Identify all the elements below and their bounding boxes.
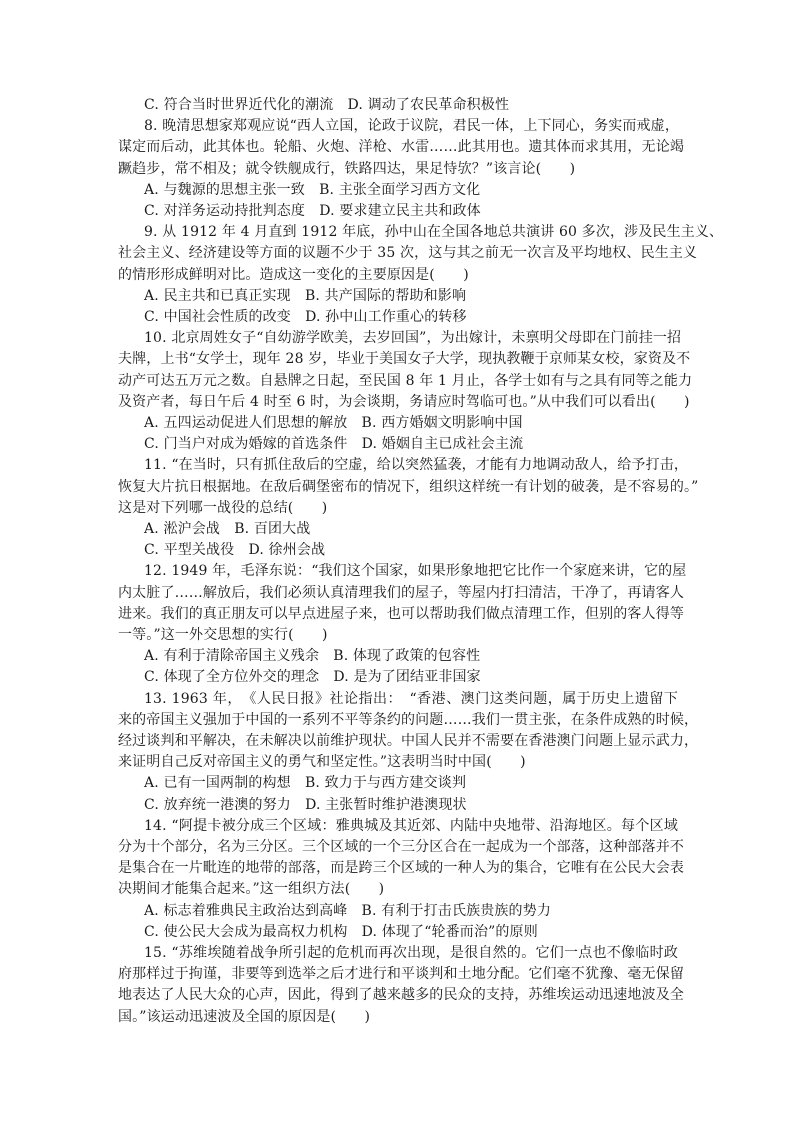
text-line: 来的帝国主义强加于中国的一系列不平等条约的问题……我们一贯主张，在条件成熟的时候，	[118, 712, 699, 728]
answer-options-line: C. 符合当时世界近代化的潮流 D. 调动了农民革命积极性	[144, 97, 510, 113]
text-line: 府那样过于拘谨，非要等到选举之后才进行和平谈判和土地分配。它们毫不犹豫、毫无保留	[118, 966, 684, 982]
text-line: 及资产者，每日午后 4 时至 6 时，为会谈期，务请应时驾临可也。”从中我们可以看出( )	[118, 394, 690, 410]
answer-options-line: A. 民主共和已真正实现 B. 共产国际的帮助和影响	[144, 288, 467, 304]
text-line: 这是对下列哪一战役的总结( )	[118, 500, 328, 516]
text-line: 来证明自己反对帝国主义的勇气和坚定性。”这表明当时中国( )	[118, 754, 526, 770]
text-line: 蹶趋步，常不相及；就令铁舰成行，铁路四达，果足恃欤？”该言论( )	[118, 161, 576, 177]
answer-options-line: A. 有利于清除帝国主义残余 B. 体现了政策的包容性	[144, 648, 481, 664]
text-line: 社会主义、经济建设等方面的议题不少于 35 次，这与其之前无一次言及平均地权、民生主义	[118, 245, 698, 261]
question-stem-line: 12. 1949 年，毛泽东说：“我们这个国家，如果形象地把它比作一个家庭来讲，它的屋	[144, 563, 687, 579]
answer-options-line: A. 标志着雅典民主政治达到高峰 B. 有利于打击氏族贵族的势力	[144, 903, 551, 919]
answer-options-line: C. 使公民大会成为最高权力机构 D. 体现了“轮番而治”的原则	[144, 924, 538, 940]
question-stem-line: 11. “在当时，只有抓住敌后的空虚，给以突然猛袭，才能有力地调动敌人，给予打击，	[144, 457, 689, 473]
answer-options-line: C. 对洋务运动持批判态度 D. 要求建立民主共和政体	[144, 203, 481, 219]
text-line: 夫牌，上书“女学士，现年 28 岁，毕业于美国女子大学，现执教鞭于京师某女校，家资及不	[118, 351, 691, 367]
text-line: 谋定而后动，此其体也。轮船、火炮、洋枪、水雷……此其用也。遗其体而求其用，无论竭	[118, 139, 684, 155]
answer-options-line: A. 与魏源的思想主张一致 B. 主张全面学习西方文化	[144, 182, 481, 198]
question-stem-line: 10. 北京周姓女子“自幼游学欧美，去岁回国”，为出嫁计，未禀明父母即在门前挂一招	[144, 330, 682, 346]
question-stem-line: 15. “苏维埃随着战争所引起的危机而再次出现，是很自然的。它们一点也不像临时政	[144, 945, 678, 961]
answer-options-line: A. 淞沪会战 B. 百团大战	[144, 521, 311, 537]
answer-options-line: C. 门当户对成为婚嫁的首选条件 D. 婚姻自主已成社会主流	[144, 436, 524, 452]
text-line: 是集合在一片毗连的地带的部落，而是跨三个区域的一种人为的集合，它唯有在公民大会表	[118, 860, 684, 876]
text-line: 决期间才能集合起来。”这一组织方法( )	[118, 881, 385, 897]
text-line: 进来。我们的真正朋友可以早点进屋子来，也可以帮助我们做点清理工作，但别的客人得等	[118, 606, 684, 622]
question-stem-line: 8. 晚清思想家郑观应说“西人立国，论政于议院，君民一体，上下同心，务实而戒虚，	[144, 118, 679, 134]
answer-options-line: A. 已有一国两制的构想 B. 致力于与西方建交谈判	[144, 775, 467, 791]
text-line: 地表达了人民大众的心声，因此，得到了越来越多的民众的支持，苏维埃运动迅速地波及全	[118, 987, 684, 1003]
text-line: 恢复大片抗日根据地。在敌后碉堡密布的情况下，组织这样统一有计划的破袭，是不容易的。”	[118, 479, 699, 495]
text-line: 经过谈判和平解决，在未解决以前维护现状。中国人民并不需要在香港澳门问题上显示武力，	[118, 733, 699, 749]
text-line: 分为十个部分，名为三分区。三个区域的一个三分区合在一起成为一个部落，这种部落并不	[118, 839, 684, 855]
question-stem-line: 9. 从 1912 年 4 月直到 1912 年底，孙中山在全国各地总共演讲 60 多次，涉及民生主义、	[144, 224, 724, 240]
answer-options-line: A. 五四运动促进人们思想的解放 B. 西方婚姻文明影响中国	[144, 415, 523, 431]
question-stem-line: 14. “阿提卡被分成三个区域：雅典城及其近郊、内陆中央地带、沿海地区。每个区域	[144, 818, 678, 834]
text-line: 国。”该运动迅速波及全国的原因是( )	[118, 1009, 371, 1025]
answer-options-line: C. 放弃统一港澳的努力 D. 主张暂时维护港澳现状	[144, 797, 467, 813]
text-line: 的情形形成鲜明对比。造成这一变化的主要原因是( )	[118, 267, 469, 283]
text-line: 一等。”这一外交思想的实行( )	[118, 627, 328, 643]
text-line: 内太脏了……解放后，我们必须认真清理我们的屋子，等屋内打扫清洁，干净了，再请客人	[118, 585, 684, 601]
answer-options-line: C. 平型关战役 D. 徐州会战	[144, 542, 326, 558]
question-stem-line: 13. 1963 年， 《人民日报》社论指出： “香港、澳门这类问题，属于历史上遗留下	[144, 691, 678, 707]
answer-options-line: C. 体现了全方位外交的理念 D. 是为了团结亚非国家	[144, 669, 481, 685]
text-line: 动产可达五万元之数。自悬牌之日起，至民国 8 年 1 月止，各学士如有与之具有同等之能力	[118, 373, 693, 389]
answer-options-line: C. 中国社会性质的改变 D. 孙中山工作重心的转移	[144, 309, 467, 325]
